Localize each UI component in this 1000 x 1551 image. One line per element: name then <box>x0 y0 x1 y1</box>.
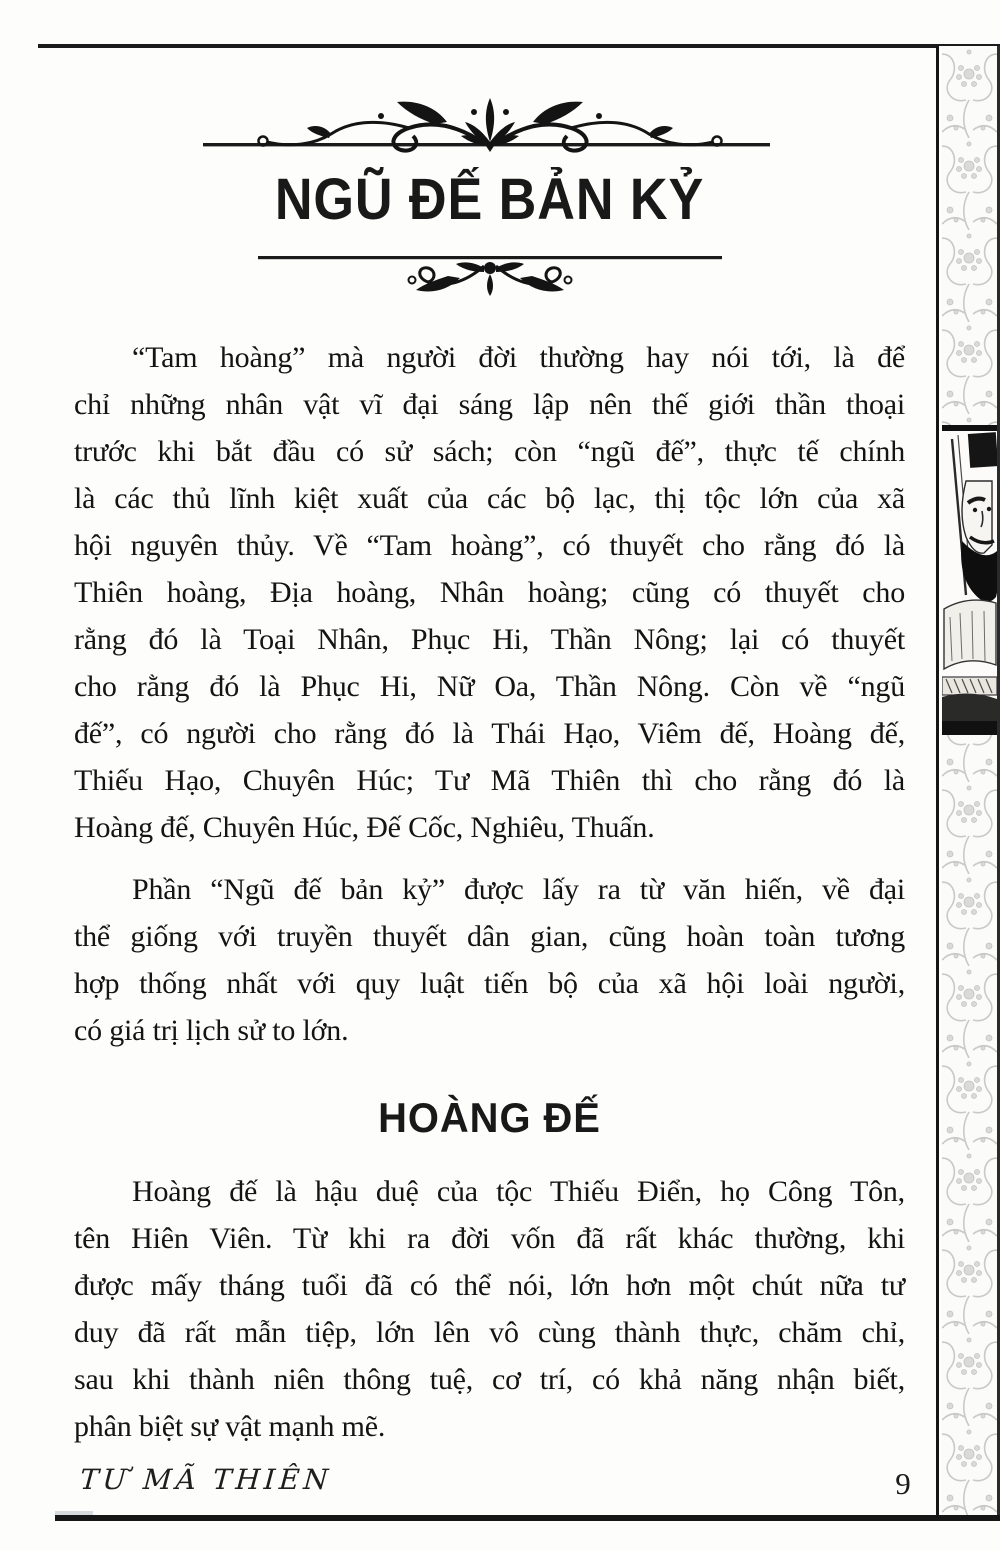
damask-pattern-bottom <box>942 735 997 1515</box>
text-line: “Tam hoàng” mà người đời thường hay nói tới, là để <box>132 341 905 374</box>
text-line: rằng đó là Toại Nhân, Phục Hi, Thần Nông; lại có thuyết <box>74 623 905 656</box>
paragraph-hoang-de <box>74 1168 905 1450</box>
page-number: 9 <box>895 1466 911 1501</box>
decorative-border-strip <box>936 46 1000 1515</box>
text-line: cho rằng đó là Phục Hi, Nữ Oa, Thần Nông. Còn về “ngũ <box>74 670 905 703</box>
text-line: chỉ những nhân vật vĩ đại sáng lập nên thế giới thần thoại <box>74 388 905 421</box>
title-divider-flourish-icon <box>258 250 722 308</box>
paragraph-tam-hoang <box>74 334 905 851</box>
paragraph-ngu-de-ban-ky <box>74 866 905 1054</box>
text-line: Thiếu Hạo, Chuyên Húc; Tư Mã Thiên thì cho rằng đó là <box>74 764 905 797</box>
text-line: Thiên hoàng, Địa hoàng, Nhân hoàng; cũng có thuyết cho <box>74 576 905 609</box>
text-line: được mấy tháng tuổi đã có thể nói, lớn hơn một chút nữa tư <box>74 1269 905 1302</box>
text-line: Hoàng đế, Chuyên Húc, Đế Cốc, Nghiêu, Thuấn. <box>74 811 655 844</box>
section-heading: HOÀNG ĐẾ <box>378 1094 601 1141</box>
text-line: thể giống với truyền thuyết dân gian, cũng hoàn toàn tương <box>74 920 905 953</box>
top-border-rule <box>38 44 1000 48</box>
text-line: Hoàng đế là hậu duệ của tộc Thiếu Điển, họ Công Tôn, <box>132 1175 905 1208</box>
text-line: đế”, có người cho rằng đó là Thái Hạo, Viêm đế, Hoàng đế, <box>74 717 905 750</box>
bottom-border-rule <box>55 1515 1000 1521</box>
text-line: tên Hiên Viên. Từ khi ra đời vốn đã rất khác thường, khi <box>74 1222 905 1255</box>
text-line: có giá trị lịch sử to lớn. <box>74 1014 349 1047</box>
text-line: hội nguyên thủy. Về “Tam hoàng”, có thuyết cho rằng đó là <box>74 529 905 562</box>
text-line: là các thủ lĩnh kiệt xuất của các bộ lạc, thị tộc lớn của xã <box>74 482 905 515</box>
text-line: hợp thống nhất với quy luật tiến bộ của xã hội loài người, <box>74 967 905 1000</box>
text-line: sau khi thành niên thông tuệ, cơ trí, có khả năng nhận biết, <box>74 1363 905 1396</box>
footer-author-name: TƯ MÃ THIÊN <box>78 1463 334 1496</box>
chapter-title: NGŨ ĐẾ BẢN KỶ <box>274 167 705 232</box>
text-line: trước khi bắt đầu có sử sách; còn “ngũ đế”, thực tế chính <box>74 435 905 468</box>
damask-pattern-top <box>942 46 997 425</box>
emperor-portrait <box>942 425 997 735</box>
text-line: Phần “Ngũ đế bản kỷ” được lấy ra từ văn hiến, về đại <box>132 873 905 906</box>
text-line: duy đã rất mẫn tiệp, lớn lên vô cùng thành thực, chăm chỉ, <box>74 1316 905 1349</box>
text-line: phân biệt sự vật mạnh mẽ. <box>74 1410 386 1443</box>
damask-pattern-and-portrait <box>942 46 997 1515</box>
